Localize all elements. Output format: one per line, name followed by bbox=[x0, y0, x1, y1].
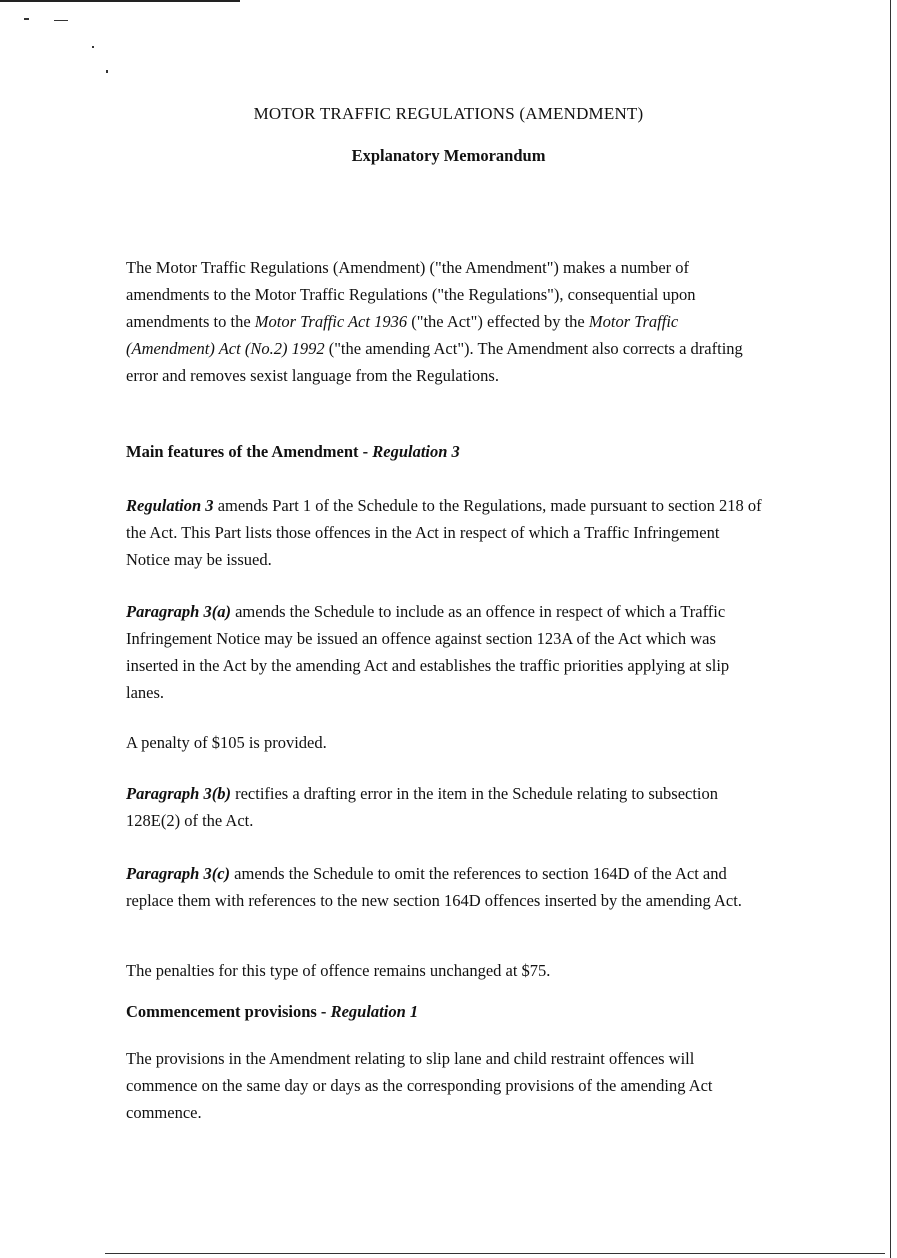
penalty-105-text: A penalty of $105 is provided. bbox=[126, 733, 327, 752]
intro-paragraph: The Motor Traffic Regulations (Amendment) ("the Amendment") makes a number of amendments to the Motor Traffic Regulations ("the Regulations"), consequential upon amendments to the Motor Traffic Act 1936 ("the Act") effected by the Motor Traffic (Amendment) Act (No.2) 1992 ("the amending Act"). The Amendment also corrects a drafting error and removes sexist language from the Regulations. bbox=[126, 258, 743, 385]
paragraph-3a: Paragraph 3(a) amends the Schedule to include as an offence in respect of which a Traffic Infringement Notice may be issued an offence against section 123A of the Act which was inserted in the Act by the amending Act and establishes the traffic priorities applying at slip lanes. bbox=[126, 602, 730, 702]
scan-speck bbox=[54, 20, 68, 21]
scan-edge-right bbox=[890, 0, 891, 1258]
amending-act-name: Motor Traffic (Amendment) Act (No.2) 1992 bbox=[126, 312, 679, 358]
scan-speck bbox=[24, 18, 29, 20]
scan-speck bbox=[92, 46, 94, 48]
penalty-75-text: The penalties for this type of offence remains unchanged at $75. bbox=[126, 961, 551, 980]
scan-edge-bottom bbox=[105, 1253, 885, 1254]
regulation-3-paragraph: Regulation 3 amends Part 1 of the Schedule to the Regulations, made pursuant to section 218 of the Act. This Part lists those offences in the Act in respect of which a Traffic Infringement Notice may be issued. bbox=[126, 496, 762, 569]
paragraph-3b: Paragraph 3(b) rectifies a drafting error in the item in the Schedule relating to subsection 128E(2) of the Act. bbox=[126, 784, 719, 830]
document-subtitle: Explanatory Memorandum bbox=[351, 146, 546, 165]
commencement-paragraph: The provisions in the Amendment relating to slip lane and child restraint offences will commence on the same day or days as the corresponding provisions of the amending Act commence. bbox=[126, 1049, 713, 1122]
scan-edge-top bbox=[0, 0, 240, 2]
commencement-heading: Commencement provisions - Regulation 1 bbox=[126, 1002, 419, 1021]
paragraph-3c: Paragraph 3(c) amends the Schedule to omit the references to section 164D of the Act and replace them with references to the new section 164D offences inserted by the amending Act. bbox=[126, 864, 742, 910]
document-title: MOTOR TRAFFIC REGULATIONS (AMENDMENT) bbox=[253, 104, 644, 123]
main-features-heading: Main features of the Amendment - Regulation 3 bbox=[126, 442, 460, 461]
act-name: Motor Traffic Act 1936 bbox=[254, 312, 408, 331]
scan-speck bbox=[106, 70, 108, 73]
